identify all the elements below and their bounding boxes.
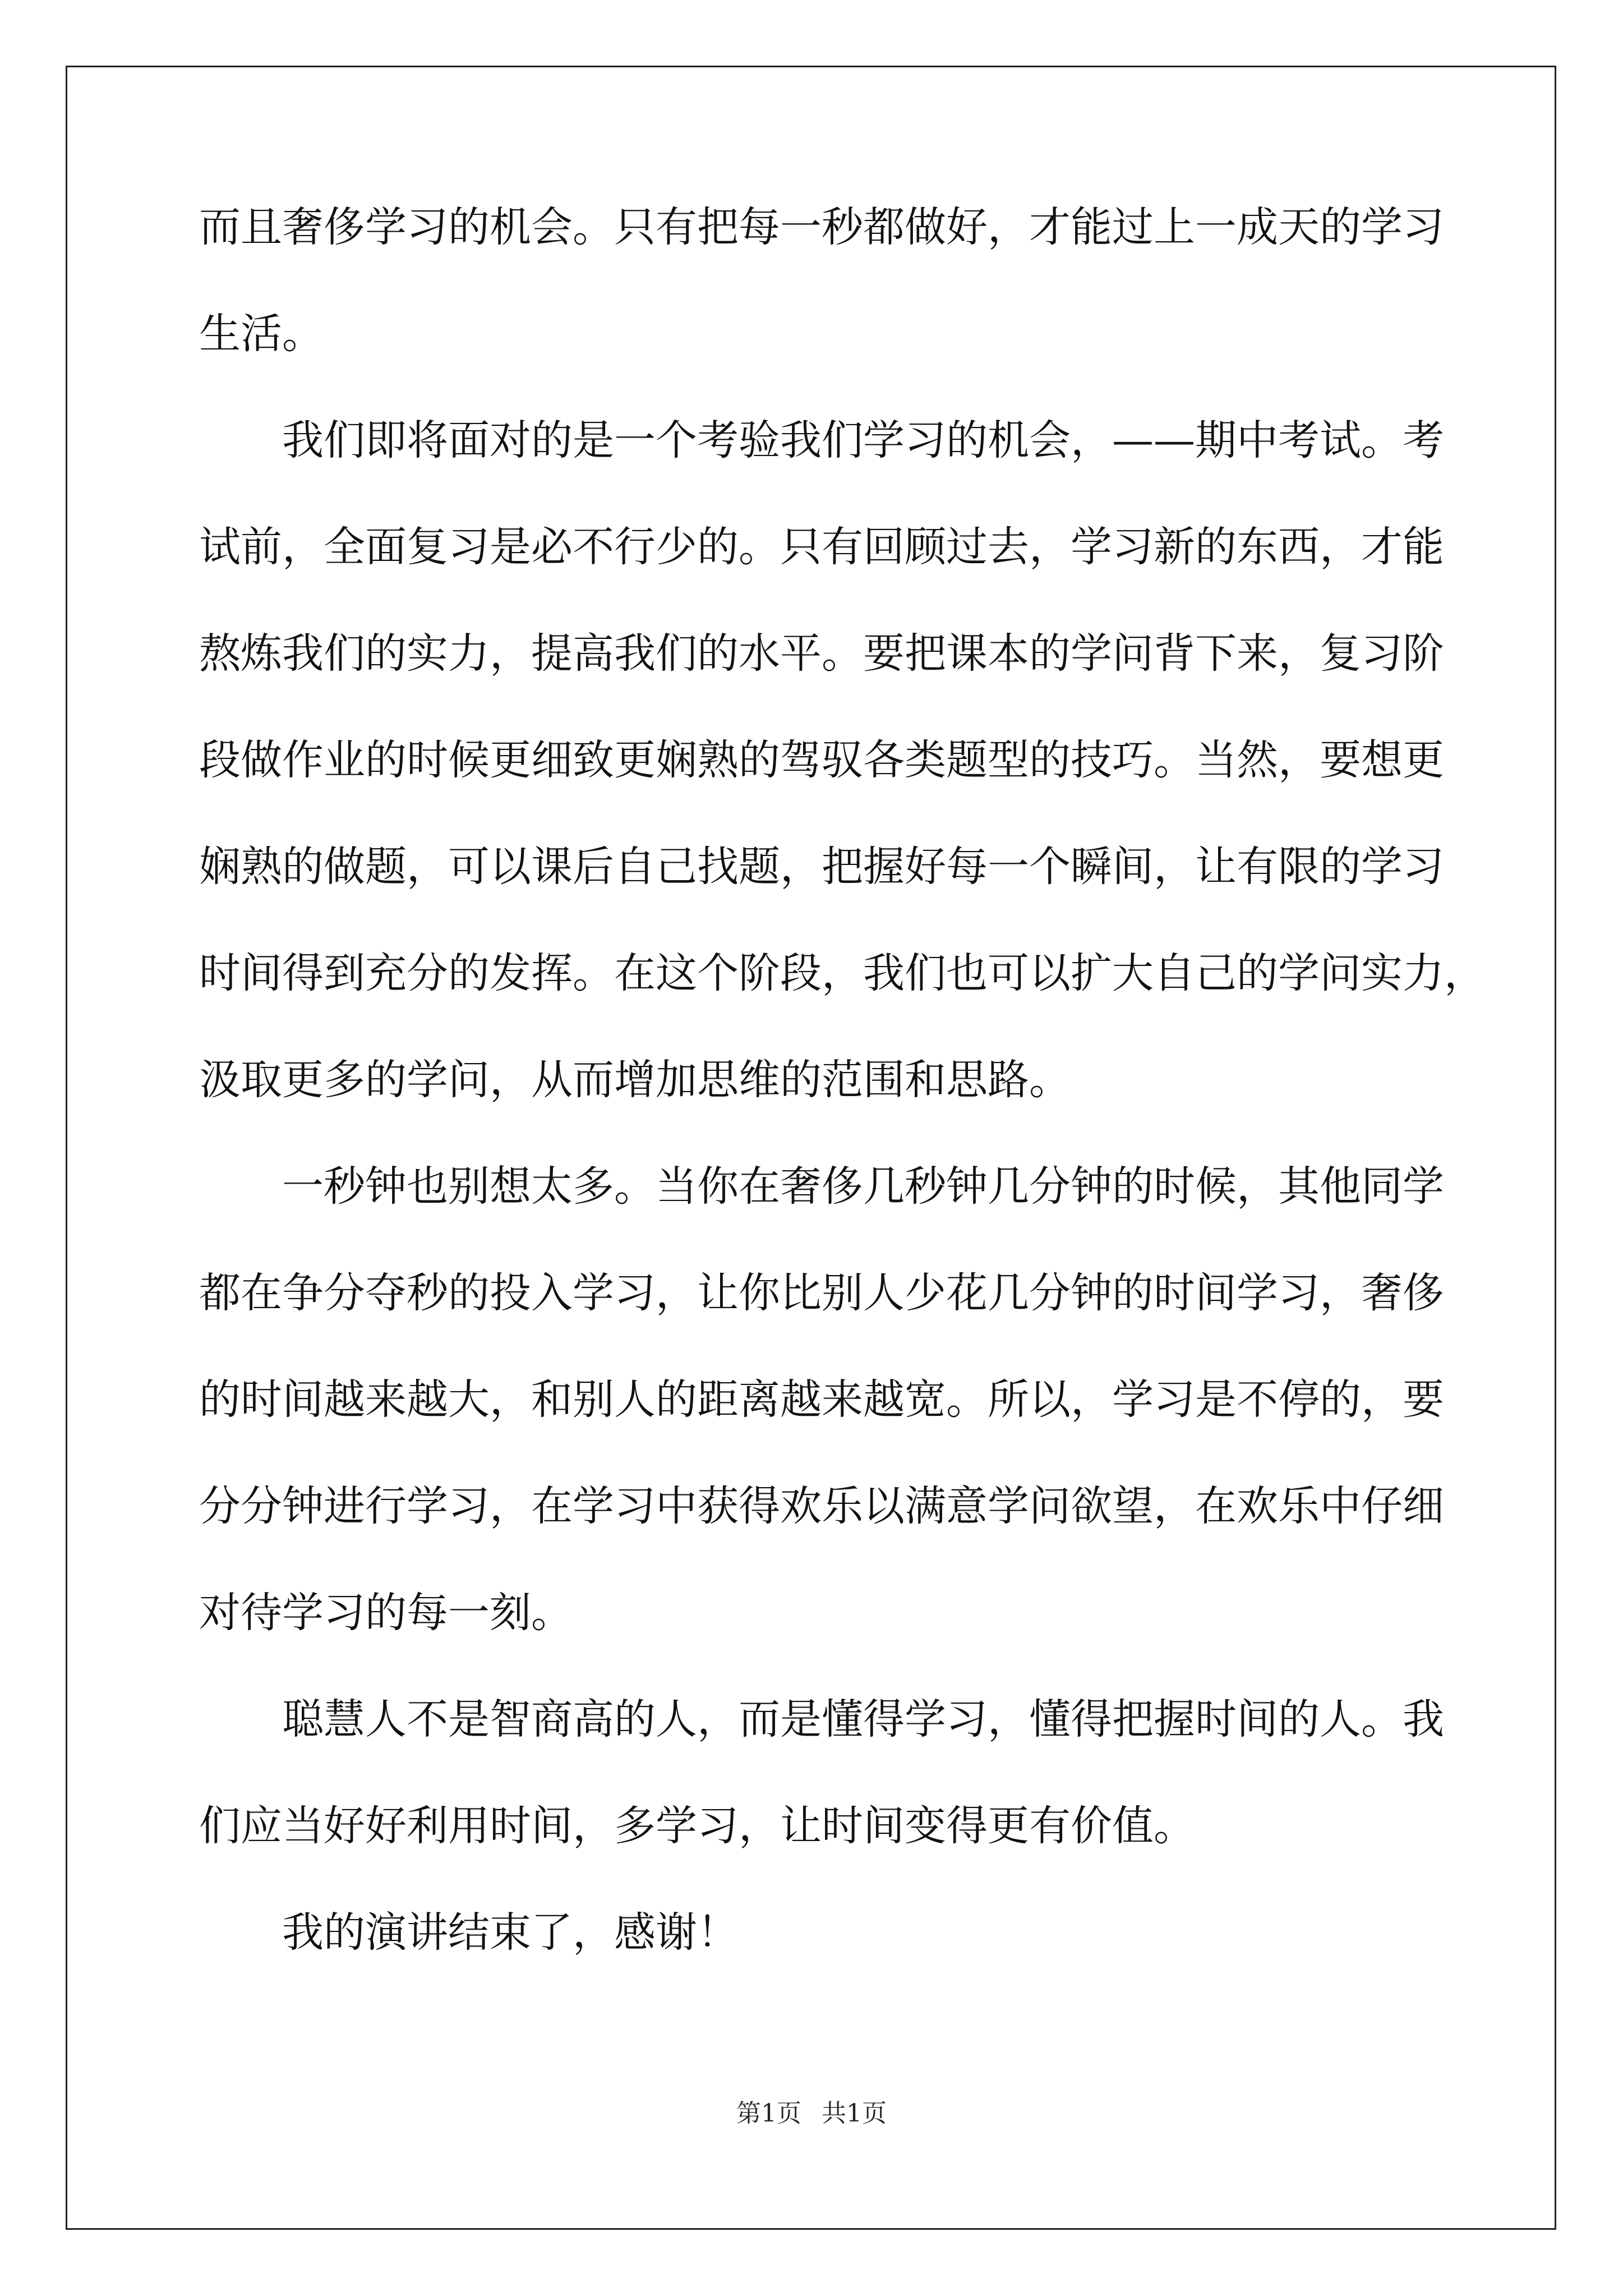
paragraph-start-line: 一秒钟也别想太多。当你在奢侈几秒钟几分钟的时候，其他同学: [282, 1162, 1444, 1211]
text-line: 试前，全面复习是必不行少的。只有回顾过去，学习新的东西，才能: [199, 523, 1444, 571]
text-line: 对待学习的每一刻。: [199, 1589, 573, 1637]
page-footer: [0, 2097, 1623, 2131]
text-line: 而且奢侈学习的机会。只有把每一秒都做好，才能过上一成天的学习: [199, 203, 1444, 251]
paragraph-start-line: 聪慧人不是智商高的人，而是懂得学习，懂得把握时间的人。我: [282, 1695, 1444, 1743]
paragraph-start-line: 我们即将面对的是一个考验我们学习的机会，——期中考试。考: [282, 416, 1444, 464]
text-line: 段做作业的时候更细致更娴熟的驾驭各类题型的技巧。当然，要想更: [199, 736, 1444, 784]
text-line: 分分钟进行学习，在学习中获得欢乐以满意学问欲望，在欢乐中仔细: [199, 1482, 1444, 1530]
text-line: 娴熟的做题，可以课后自己找题，把握好每一个瞬间，让有限的学习: [199, 843, 1444, 891]
page-number-current: 第1页: [736, 2099, 801, 2128]
paragraph-start-line: 我的演讲结束了，感谢！: [282, 1908, 739, 1957]
text-line: 熬炼我们的实力，提高我们的水平。要把课本的学问背下来，复习阶: [199, 629, 1444, 678]
text-line: 们应当好好利用时间，多学习，让时间变得更有价值。: [199, 1802, 1195, 1850]
text-line: 汲取更多的学问，从而增加思维的范围和思路。: [199, 1056, 1071, 1104]
text-line: 都在争分夺秒的投入学习，让你比别人少花几分钟的时间学习，奢侈: [199, 1269, 1444, 1317]
text-line: 的时间越来越大，和别人的距离越来越宽。所以，学习是不停的，要: [199, 1375, 1444, 1424]
page-number-total: 共1页: [822, 2099, 887, 2128]
text-line: 时间得到充分的发挥。在这个阶段，我们也可以扩大自己的学问实力，: [199, 949, 1486, 997]
text-line: 生活。: [199, 310, 324, 358]
